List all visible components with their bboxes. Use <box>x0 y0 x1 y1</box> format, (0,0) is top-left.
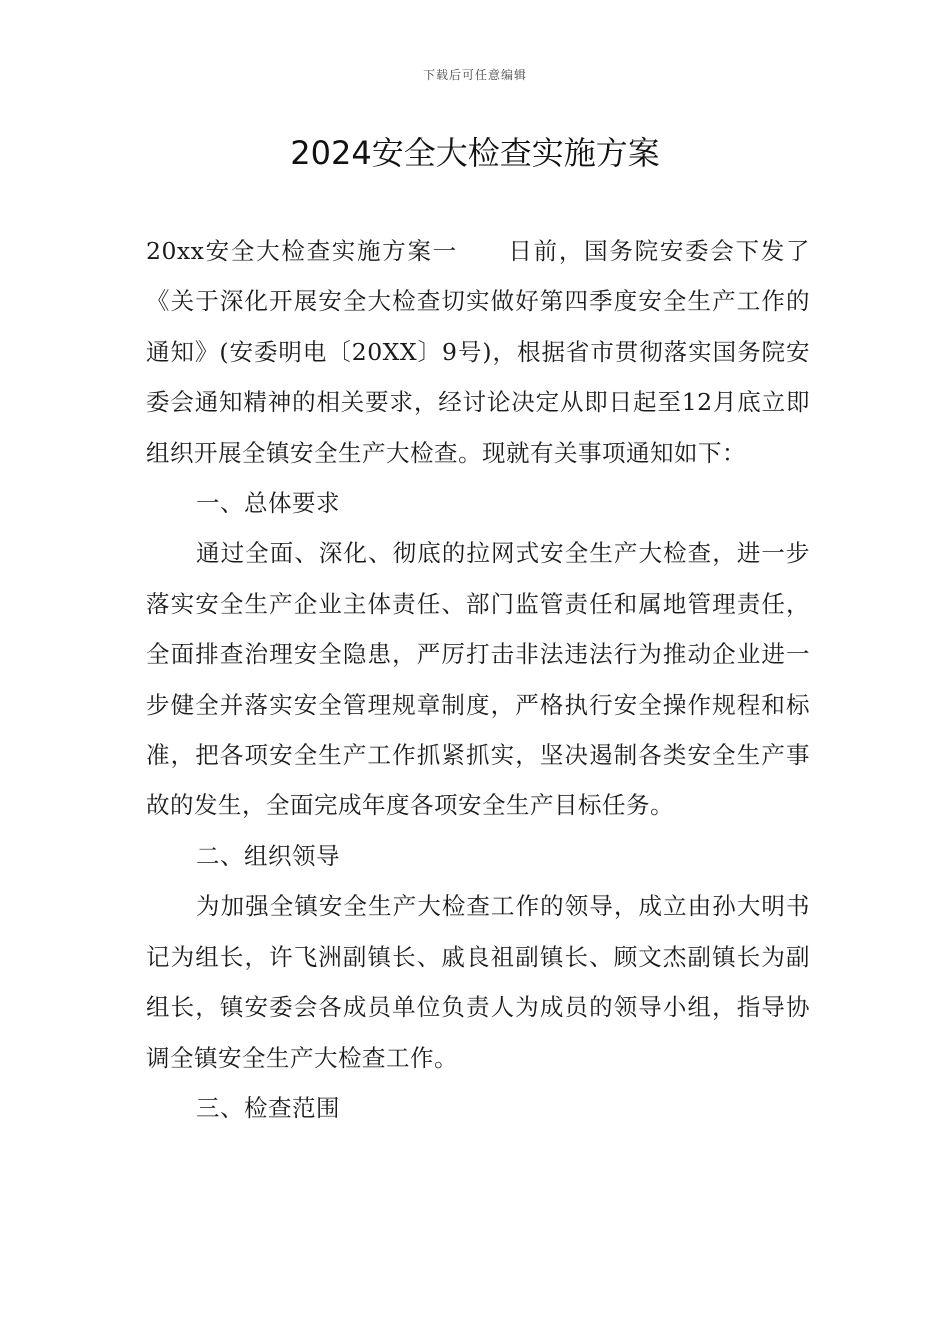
document-body <box>146 226 810 1133</box>
leadership-paragraph: 为加强全镇安全生产大检查工作的领导，成立由孙大明书记为组长，许飞洲副镇长、戚良祖副镇长、顾文杰副镇长为副组长，镇安委会各成员单位负责人为成员的领导小组，指导协调全镇安全生产大检查工作。 <box>146 892 810 1072</box>
section-heading-requirements: 一、总体要求 <box>196 489 340 518</box>
header-note: 下载后可任意编辑 <box>422 68 527 82</box>
intro-paragraph: 20xx安全大检查实施方案一 日前，国务院安委会下发了《关于深化开展安全大检查切实做好第四季度安全生产工作的通知》(安委明电〔20XX〕9号)，根据省市贯彻落实国务院安委会通知精神的相关要求，经讨论决定从即日起至12月底立即组织开展全镇安全生产大检查。现就有关事项通知如下： <box>146 237 810 467</box>
document-title: 2024安全大检查实施方案 <box>290 134 660 172</box>
requirements-paragraph: 通过全面、深化、彻底的拉网式安全生产大检查，进一步落实安全生产企业主体责任、部门监管责任和属地管理责任，全面排查治理安全隐患，严厉打击非法违法行为推动企业进一步健全并落实安全管理规章制度，严格执行安全操作规程和标准，把各项安全生产工作抓紧抓实，坚决遏制各类安全生产事故的发生，全面完成年度各项安全生产目标任务。 <box>146 539 810 820</box>
section-heading-leadership: 二、组织领导 <box>196 841 340 870</box>
section-heading-scope: 三、检查范围 <box>196 1093 340 1122</box>
